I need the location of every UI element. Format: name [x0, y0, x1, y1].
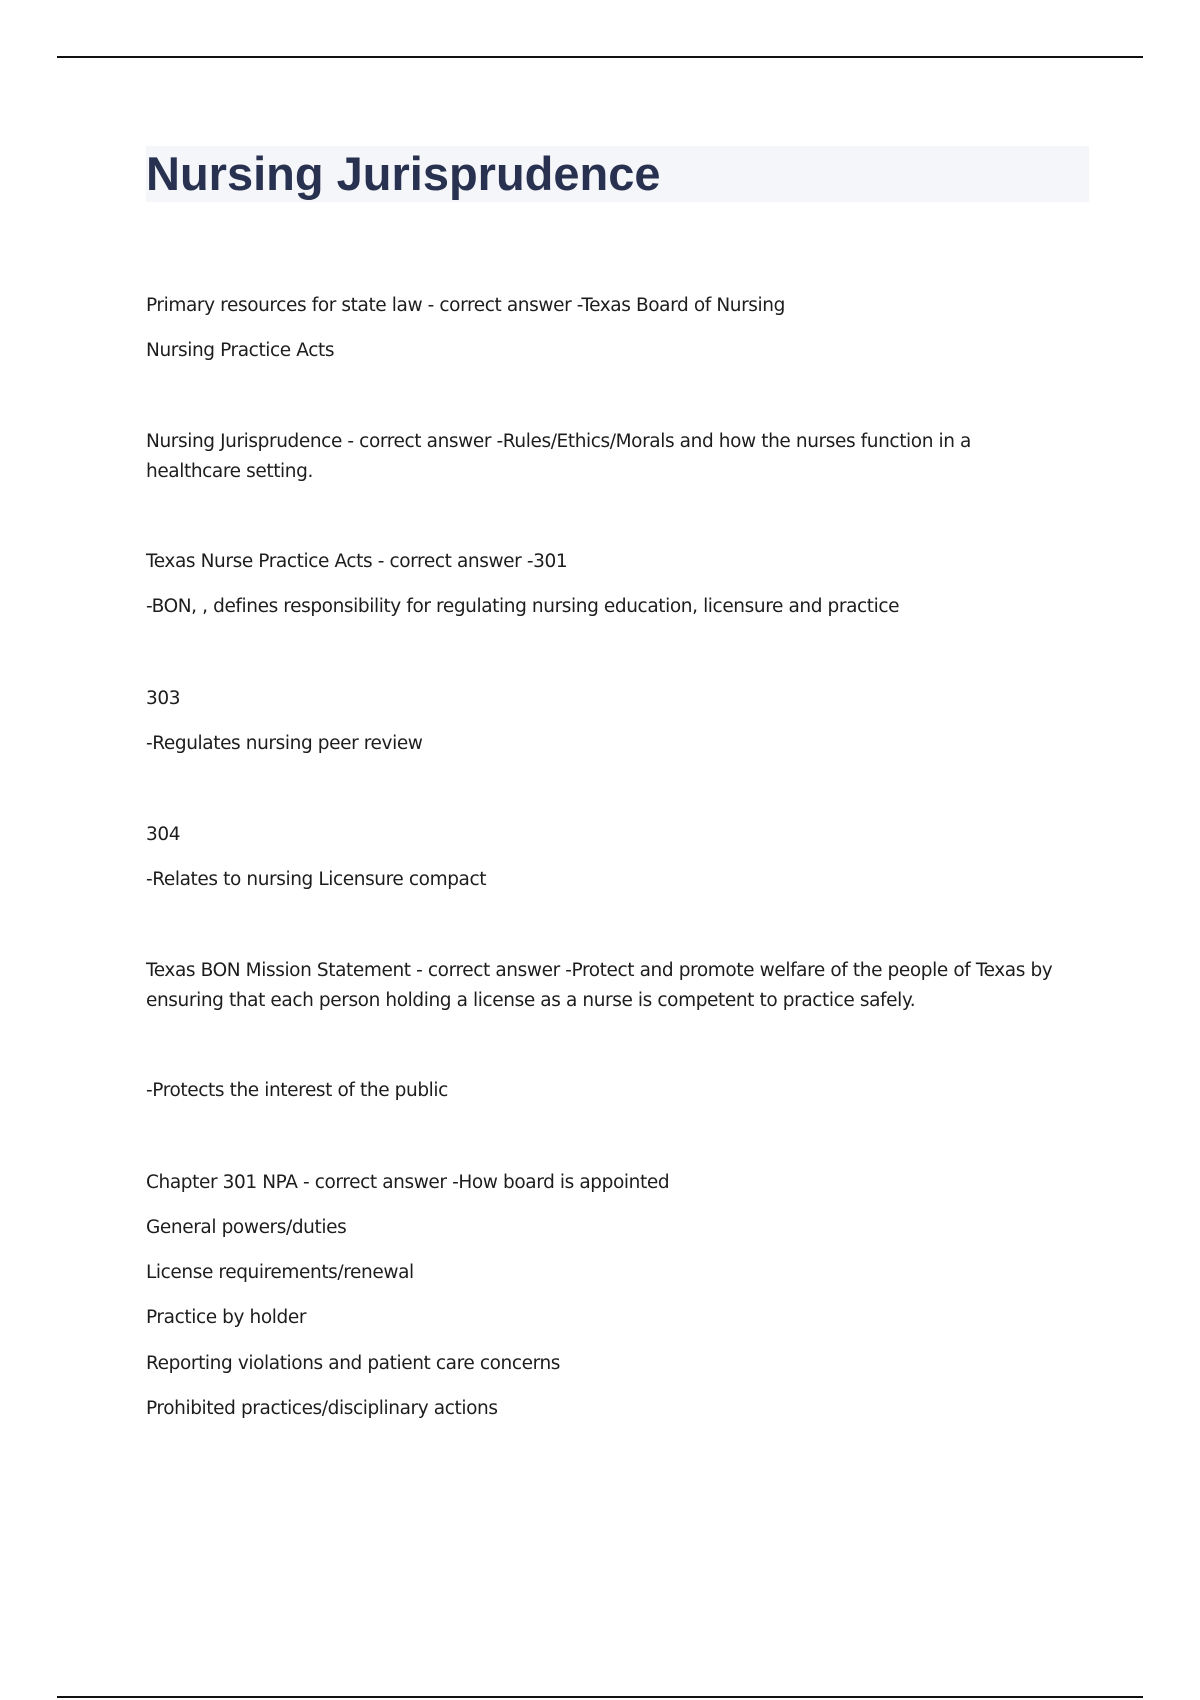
text-line-prohibited-practices: Prohibited practices/disciplinary actions [146, 1398, 498, 1419]
text-line-practice-by-holder: Practice by holder [146, 1307, 307, 1328]
text-line-primary-resources: Primary resources for state law - correct answer -Texas Board of Nursing [146, 295, 785, 316]
text-line-licensure-compact: -Relates to nursing Licensure compact [146, 869, 487, 890]
text-line-texas-npa: Texas Nurse Practice Acts - correct answer -301 [146, 551, 568, 572]
text-line-protects-public: -Protects the interest of the public [146, 1080, 448, 1101]
text-line-bon-defines: -BON, , defines responsibility for regulating nursing education, licensure and practice [146, 596, 900, 617]
text-line-general-powers: General powers/duties [146, 1217, 347, 1238]
text-line-nursing-jurisprudence: Nursing Jurisprudence - correct answer -Rules/Ethics/Morals and how the nurses function in a healthcare setting. [146, 431, 971, 482]
text-line-nursing-practice-acts: Nursing Practice Acts [146, 340, 335, 361]
document-title: Nursing Jurisprudence [146, 147, 661, 200]
text-line-reporting-violations: Reporting violations and patient care concerns [146, 1353, 561, 1374]
top-rule [57, 56, 1143, 58]
bottom-rule [57, 1696, 1143, 1698]
text-line-chapter-304: 304 [146, 824, 181, 845]
text-line-chapter-301: Chapter 301 NPA - correct answer -How board is appointed [146, 1172, 670, 1193]
text-line-chapter-303: 303 [146, 688, 181, 709]
text-line-mission-statement: Texas BON Mission Statement - correct answer -Protect and promote welfare of the people of Texas by ensuring that each person holding a license as a nurse is competent to practice safely. [146, 960, 1053, 1011]
text-line-license-requirements: License requirements/renewal [146, 1262, 414, 1283]
text-line-peer-review: -Regulates nursing peer review [146, 733, 423, 754]
